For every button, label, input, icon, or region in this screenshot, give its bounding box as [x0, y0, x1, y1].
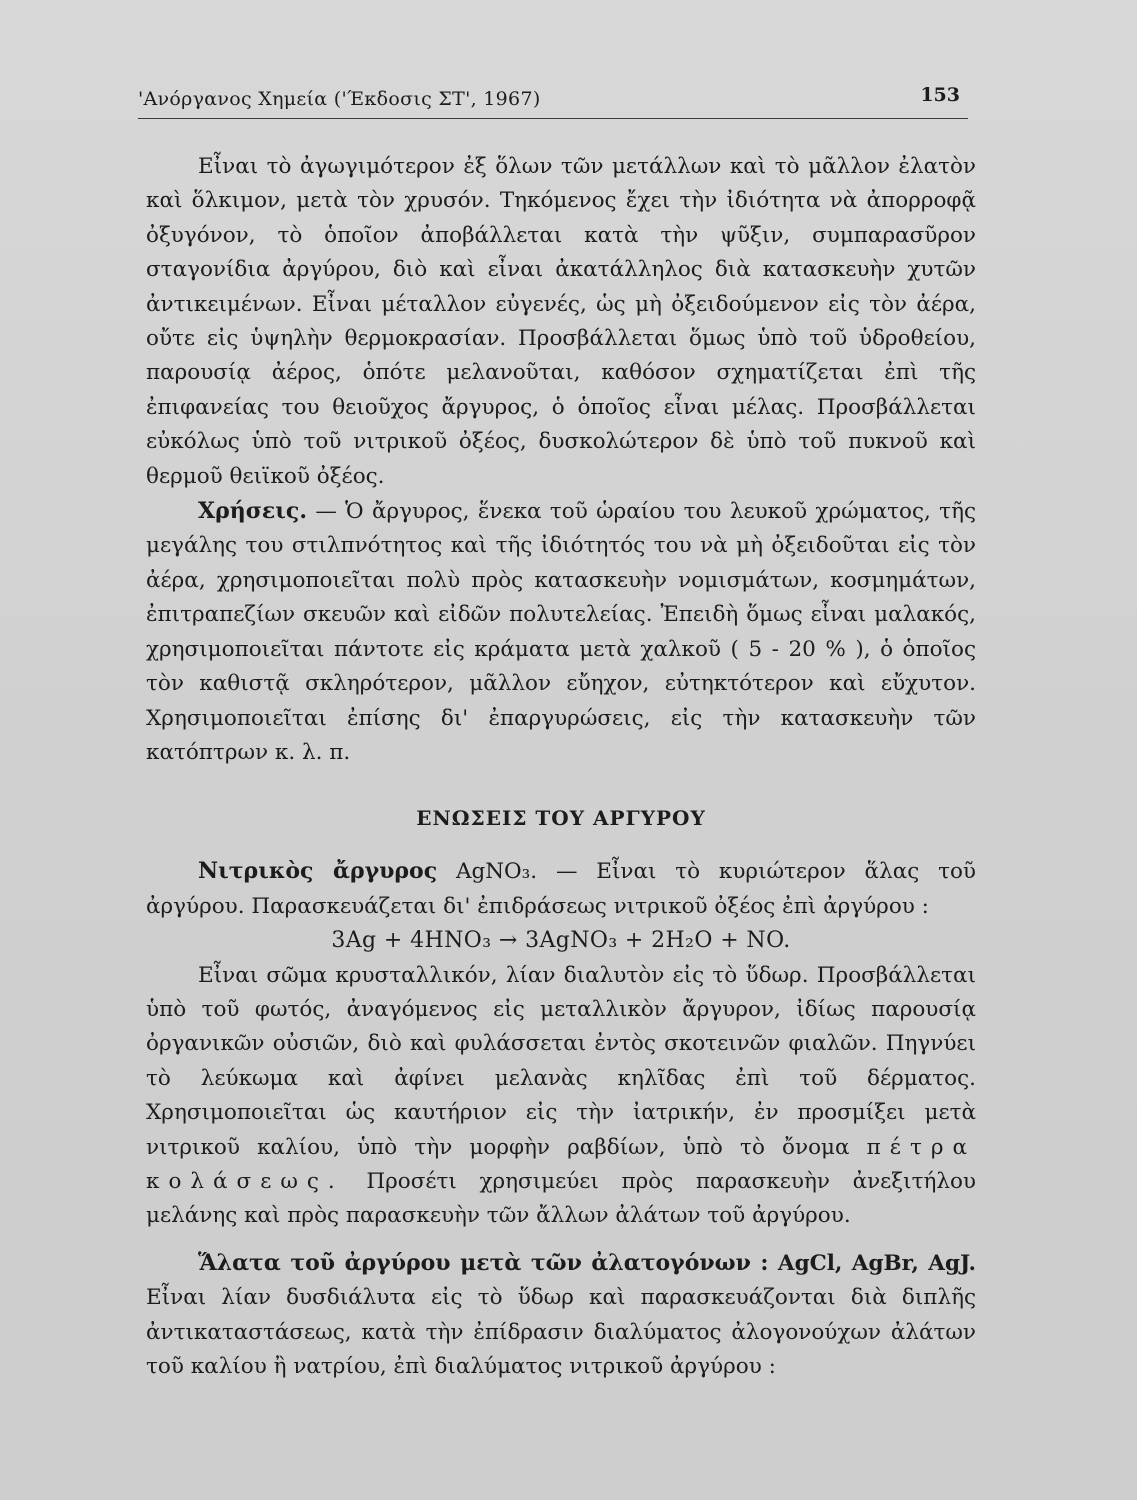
- paragraph-nitrate-properties: [146, 959, 976, 1234]
- paragraph-halides-text: Εἶναι λίαν δυσδιάλυτα εἰς τὸ ὕδωρ καὶ παρασκευάζονται διὰ διπλῆς ἀντικαταστάσεως, κατὰ τὴν ἐπίδρασιν διαλύματος ἀλογονούχων ἀλάτων τοῦ καλίου ἢ νατρίου, ἐπὶ διαλύματος νιτρικοῦ ἀργύρου :: [146, 1285, 976, 1379]
- uses-lead: Χρήσεις.: [198, 498, 307, 525]
- paragraph-halides: [146, 1246, 976, 1385]
- paragraph-gap: [146, 1234, 976, 1246]
- paragraph-properties-text: Εἶναι τὸ ἀγωγιμότερον ἐξ ὅλων τῶν μετάλλων καὶ τὸ μᾶλλον ἐλατὸν καὶ ὅλκιμον, μετὰ τὸν χρυσόν. Τηκόμενος ἔχει τὴν ἰδιότητα νὰ ἀπορροφᾷ ὀξυγόνον, τὸ ὁποῖον ἀποβάλλεται κατὰ τὴν ψῦξιν, συμπαρασῦρον σταγονίδια ἀργύρου, διὸ καὶ εἶναι ἀκατάλληλος διὰ κατασκευὴν χυτῶν ἀντικειμένων. Εἶναι μέταλλον εὐγενές, ὡς μὴ ὀξειδούμενον εἰς τὸν ἀέρα, οὔτε εἰς ὑψηλὴν θερμοκρασίαν. Προσβάλλεται ὅμως ὑπὸ τοῦ ὑδροθείου, παρουσίᾳ ἀέρος, ὁπότε μελανοῦται, καθόσον σχηματίζεται ἐπὶ τῆς ἐπιφανείας του θειοῦχος ἄργυρος, ὁ ὁποῖος εἶναι μέλας. Προσβάλλεται εὐκόλως ὑπὸ τοῦ νιτρικοῦ ὀξέος, δυσκολώτερον δὲ ὑπὸ τοῦ πυκνοῦ καὶ θερμοῦ θειϊκοῦ ὀξέος.: [146, 154, 976, 489]
- paragraph-uses-text: — Ὁ ἄργυρος, ἕνεκα τοῦ ὡραίου του λευκοῦ χρώματος, τῆς μεγάλης του στιλπνότητος καὶ τῆς ἰδιότητός του νὰ μὴ ὀξειδοῦται εἰς τὸν ἀέρα, χρησιμοποιεῖται πολὺ πρὸς κατασκευὴν νομισμάτων, κοσμημάτων, ἐπιτραπεζίων σκευῶν καὶ εἰδῶν πολυτελείας. Ἐπειδὴ ὅμως εἶναι μαλακός, χρησιμοποιεῖται πάντοτε εἰς κράματα μετὰ χαλκοῦ ( 5 - 20 % ), ὁ ὁποῖος τὸν καθιστᾷ σκληρότερον, μᾶλλον εὔηχον, εὐτηκτότερον καὶ εὔχυτον. Χρησιμοποιεῖται ἐπίσης δι' ἐπαργυρώσεις, εἰς τὴν κατασκευὴν τῶν κατόπτρων κ. λ. π.: [146, 499, 976, 765]
- paragraph-uses: [146, 494, 976, 770]
- running-title: 'Ανόργανος Χημεία ('Έκδοσις ΣΤ', 1967): [138, 88, 541, 110]
- paragraph-silver-nitrate: [146, 854, 976, 924]
- section-heading: ΕΝΩΣΕΙΣ ΤΟΥ ΑΡΓΥΡΟΥ: [416, 806, 706, 831]
- paragraph-properties: [146, 150, 976, 494]
- halides-formulas: AgCl, AgBr, AgJ.: [768, 1250, 976, 1276]
- chemical-equation: 3Ag + 4HNO₃ → 3AgNO₃ + 2H₂O + NO.: [331, 928, 791, 954]
- halides-lead: Ἅλατα τοῦ ἀργύρου μετὰ τῶν ἀλατογόνων :: [198, 1249, 769, 1276]
- page-number: 153: [920, 84, 960, 106]
- page-header: [138, 84, 968, 119]
- paragraph-nitrate-text-a: Εἶναι σῶμα κρυσταλλικόν, λίαν διαλυτὸν εἰς τὸ ὕδωρ. Προσβάλλεται ὑπὸ τοῦ φωτός, ἀναγόμενος εἰς μεταλλικὸν ἄργυρον, ἰδίως παρουσίᾳ ὀργανικῶν οὐσιῶν, διὸ καὶ φυλάσσεται ἐντὸς σκοτεινῶν φιαλῶν. Πηγνύει τὸ λεύκωμα καὶ ἀφίνει μελανὰς κηλῖδας ἐπὶ τοῦ δέρματος. Χρησιμοποιεῖται ὡς καυτήριον εἰς τὴν ἰατρικήν, ἐν προσμίξει μετὰ νιτρικοῦ καλίου, ὑπὸ τὴν μορφὴν ραβδίων, ὑπὸ τὸ ὄνομα: [146, 962, 976, 1160]
- silver-nitrate-lead: Νιτρικὸς ἄργυρος: [198, 858, 438, 885]
- spaced-term: πέτρα κολάσεως.: [146, 1134, 976, 1194]
- body-text: [146, 150, 976, 1384]
- paragraph-nitrate-text-b: Προσέτι χρησιμεύει πρὸς παρασκευὴν ἀνεξιτήλου μελάνης καὶ πρὸς παρασκευὴν τῶν ἄλλων ἀλάτων τοῦ ἀργύρου.: [146, 1168, 976, 1229]
- paragraph-silver-nitrate-text: AgNO₃. — Εἶναι τὸ κυριώτερον ἅλας τοῦ ἀργύρου. Παρασκευάζεται δι' ἐπιδράσεως νιτρικοῦ ὀξέος ἐπὶ ἀργύρου :: [146, 859, 976, 919]
